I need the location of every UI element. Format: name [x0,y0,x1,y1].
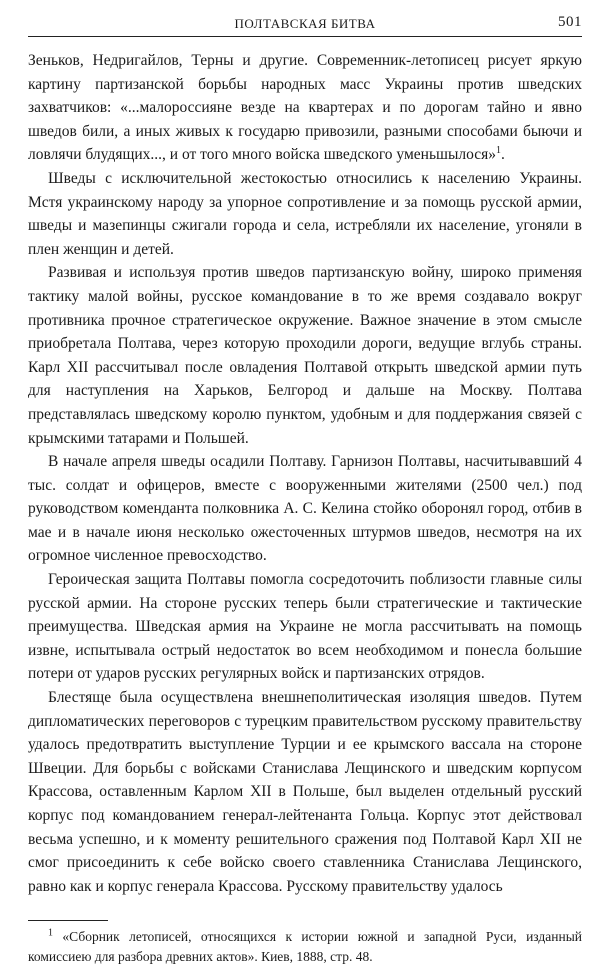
book-page [28,14,582,967]
paragraph-2: Шведы с исключительной жестокостью относились к населению Украины. Мстя украинскому народу за упорное сопротивление и за помощь русской армии, шведы и мазепинцы сжигали города и села, истребляли их население, угоняли в плен женщин и детей. [28,169,582,258]
paragraph-4: В начале апреля шведы осадили Полтаву. Гарнизон Полтавы, насчитывавший 4 тыс. солдат и офицеров, вместе с вооруженными жителями (2500 чел.) под руководством коменданта полковника А. С. Келина стойко оборонял город, отбив в мае и в начале июня несколько ожесточенных штурмов шведов, несмотря на их огромное численное превосходство. [28,453,582,565]
footnote [28,927,582,967]
footnote-mark: 1 [48,927,53,939]
paragraph-3: Развивая и используя против шведов партизанскую войну, широко применяя тактику малой войны, русское командование в то же время создавало вокруг противника прочное стратегическое окружение. Важное значение в этом смысле приобретала Полтава, через которую проходили дороги, ведущие вглубь страны. Карл XII рассчитывал после овладения Полтавой открыть шведской армии путь для наступления на Харьков, Белгород и дальше на Москву. Полтава представлялась шведскому королю пунктом, удобным и для поддержания связей с крымскими татарами и Польшей. [28,264,582,447]
body-text [28,49,582,898]
footnote-text: «Сборник летописей, относящихся к истории южной и западной Руси, изданный комиссиею для разбора древних актов». Киев, 1888, стр. 48. [28,929,582,965]
footnote-reference: 1 [496,145,501,157]
paragraph-5: Героическая защита Полтавы помогла сосредоточить поблизости главные силы русской армии. На стороне русских теперь были стратегические и тактические преимущества. Шведская армия на Украине не могла рассчитывать на помощь извне, испытывала острый недостаток во всем необходимом и понесла большие потери от ударов русских регулярных войск и партизанских отрядов. [28,571,582,683]
paragraph-1 [28,49,582,167]
footnote-divider [28,920,108,921]
running-header [28,14,582,37]
page-number: 501 [558,14,582,30]
paragraph-1-text: Зеньков, Недригайлов, Терны и другие. Современник-летописец рисует яркую картину партизанской борьбы народных масс Украины против шведских захватчиков: «...малороссияне везде на квартерах и по дорогам тайно и явно шведов били, а иных живых к государю привозили, разными способами быючи и ловлячи блудящих..., и от того много войска шведского уменьшылося» [28,52,582,164]
paragraph-1-end: . [501,146,505,164]
running-title: ПОЛТАВСКАЯ БИТВА [234,16,376,31]
paragraph-6: Блестяще была осуществлена внешнеполитическая изоляция шведов. Путем дипломатических переговоров с турецким правительством русскому правительству удалось предотвратить выступление Турции и ее крымского вассала на стороне Швеции. Для борьбы с войсками Станислава Лещинского и шведским корпусом Крассова, оставленным Карлом XII в Польше, был выделен отдельный русский корпус под командованием генерал-лейтенанта Гольца. Корпус этот действовал весьма успешно, и к моменту решительного сражения под Полтавой Карл XII не смог присоединить к себе войско своего ставленника Станислава Лещинского, равно как и корпус генерала Крассова. Русскому правительству удалось [28,689,582,895]
